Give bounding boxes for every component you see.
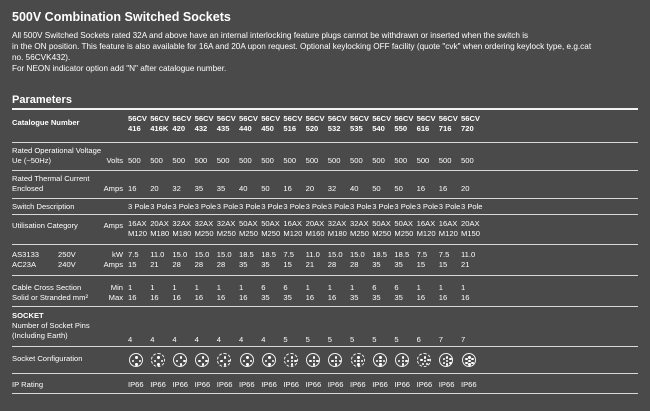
socket-pin-configuration-icon — [284, 353, 298, 367]
current-value: 35 — [194, 184, 204, 193]
util-value: 32AX — [172, 219, 191, 228]
catalogue-code: 416 — [128, 124, 141, 133]
switch-value: 3 Pole — [239, 202, 261, 211]
kw-value: 7.5 — [416, 250, 428, 259]
socket-pin-configuration-icon — [462, 353, 476, 367]
cable-max-value: 35 — [261, 293, 270, 302]
pins-value: 4 — [172, 335, 177, 344]
kw-value: 18.5 — [239, 250, 254, 259]
cable-max-value: 16 — [150, 293, 159, 302]
util-motor-value: M120 — [416, 229, 436, 238]
util-value: 16AX — [128, 219, 147, 228]
catalogue-code: 720 — [461, 124, 474, 133]
intro-line: in the ON position. This feature is also available for 16A and 20A upon request. Optional keylocking OFF facility (quote "cvk" when ordering keylock type, e.g.cat — [12, 42, 592, 51]
ip-value: IP66 — [461, 380, 477, 389]
voltage-value: 500 — [416, 156, 430, 165]
util-motor-value: M250 — [372, 229, 392, 238]
catalogue-prefix: 56CV — [350, 114, 369, 123]
kw-value: 18.5 — [372, 250, 387, 259]
voltage-value: 500 — [372, 156, 385, 165]
catalogue-prefix: 56CV — [261, 114, 281, 123]
cable-max-value: 16 — [216, 293, 226, 302]
socket-pin-configuration-icon — [151, 353, 165, 367]
util-value: 32AX — [216, 219, 236, 228]
util-motor-value: M120 — [128, 229, 147, 238]
cable-min-value: 1 — [172, 283, 177, 292]
current-value: 35 — [216, 184, 226, 193]
as-amps-value: 35 — [239, 260, 248, 269]
unit-amps: Amps — [103, 221, 123, 230]
cable-min-value: 1 — [150, 283, 155, 292]
util-motor-value: M120 — [438, 229, 458, 238]
catalogue-code: 516 — [283, 124, 297, 133]
pins-value: 6 — [416, 335, 421, 344]
label-as3133: AS3133 AC23A — [12, 250, 40, 269]
cable-min-value: 1 — [305, 283, 310, 292]
cable-min-value: 1 — [350, 283, 355, 292]
catalogue-code: 435 — [216, 124, 230, 133]
socket-pin-configuration-icon — [395, 353, 409, 367]
as-amps-value: 15 — [438, 260, 448, 269]
socket-pin-configuration-icon — [217, 353, 231, 367]
label-ip: IP Rating — [12, 380, 44, 389]
current-value: 16 — [128, 184, 137, 193]
as-amps-value: 28 — [350, 260, 359, 269]
pins-value: 7 — [461, 335, 466, 344]
kw-value: 18.5 — [261, 250, 276, 259]
pins-value: 5 — [283, 335, 288, 344]
util-motor-value: M250 — [261, 229, 281, 238]
ip-value: IP66 — [305, 380, 322, 389]
as-amps-value: 15 — [283, 260, 292, 269]
as-amps-value: 21 — [305, 260, 315, 269]
switch-value: 3 Pole — [172, 202, 194, 211]
current-value: 20 — [461, 184, 470, 193]
as-amps-value: 21 — [461, 260, 470, 269]
voltage-value: 500 — [216, 156, 230, 165]
catalogue-prefix: 56CV — [461, 114, 480, 123]
divider — [12, 275, 638, 276]
ip-value: IP66 — [416, 380, 433, 389]
socket-pin-configuration-icon — [195, 353, 209, 367]
divider — [12, 244, 638, 245]
cable-min-value: 1 — [216, 283, 222, 292]
as-amps-value: 35 — [372, 260, 381, 269]
catalogue-code: 432 — [194, 124, 208, 133]
voltage-value: 500 — [261, 156, 274, 165]
label-config: Socket Configuration — [12, 354, 83, 363]
util-value: 16AX — [283, 219, 302, 228]
pins-value: 4 — [216, 335, 222, 344]
divider — [12, 198, 638, 199]
cable-max-value: 35 — [283, 293, 292, 302]
divider — [12, 170, 638, 171]
catalogue-prefix: 56CV — [172, 114, 192, 123]
pins-value: 4 — [128, 335, 133, 344]
catalogue-prefix: 56CV — [438, 114, 458, 123]
socket-pin-configuration-icon — [439, 353, 453, 367]
util-motor-value: M250 — [216, 229, 236, 238]
cable-max-value: 16 — [305, 293, 315, 302]
as-amps-value: 35 — [261, 260, 270, 269]
catalogue-prefix: 56CV — [216, 114, 236, 123]
socket-pin-configuration-icon — [240, 353, 254, 367]
socket-pin-configuration-icon — [262, 353, 276, 367]
current-value: 50 — [261, 184, 270, 193]
socket-pin-configuration-icon — [328, 353, 342, 367]
current-value: 16 — [283, 184, 292, 193]
util-motor-value: M120 — [283, 229, 303, 238]
util-motor-value: M250 — [194, 229, 214, 238]
current-value: 40 — [350, 184, 359, 193]
divider — [12, 108, 638, 110]
catalogue-prefix: 56CV — [394, 114, 414, 123]
ip-value: IP66 — [194, 380, 211, 389]
label-switch: Switch Description — [12, 202, 75, 211]
catalogue-prefix: 56CV — [372, 114, 392, 123]
util-value: 50AX — [372, 219, 391, 228]
socket-pin-configuration-icon — [173, 353, 187, 367]
switch-value: 3 Pole — [261, 202, 283, 211]
pins-value: 5 — [350, 335, 355, 344]
util-motor-value: M250 — [394, 229, 414, 238]
catalogue-code: 540 — [372, 124, 385, 133]
util-value: 16AX — [416, 219, 436, 228]
switch-value: 3 Pole — [305, 202, 328, 211]
pins-value: 7 — [438, 335, 444, 344]
pins-value: 5 — [394, 335, 399, 344]
kw-value: 15.0 — [194, 250, 210, 259]
switch-value: 3 Pole — [416, 202, 439, 211]
label-current: Rated Thermal Current Enclosed — [12, 174, 90, 193]
socket-pin-configuration-icon — [306, 353, 320, 367]
catalogue-prefix: 56CV — [416, 114, 436, 123]
util-value: 20AX — [461, 219, 480, 228]
util-value: 32AX — [327, 219, 347, 228]
cable-max-value: 16 — [128, 293, 137, 302]
divider — [12, 306, 638, 307]
switch-value: 3 Pole — [150, 202, 172, 211]
kw-value: 11.0 — [305, 250, 320, 259]
util-motor-value: M250 — [239, 229, 258, 238]
current-value: 32 — [172, 184, 181, 193]
catalogue-prefix: 56CV — [305, 114, 325, 123]
kw-value: 7.5 — [283, 250, 294, 259]
cable-max-value: 35 — [372, 293, 381, 302]
socket-pin-configuration-icon — [129, 353, 143, 367]
ip-value: IP66 — [438, 380, 455, 389]
switch-value: 3 Pole — [372, 202, 394, 211]
switch-value: 3 Pole — [394, 202, 416, 211]
voltage-value: 500 — [172, 156, 186, 165]
kw-value: 15.0 — [216, 250, 232, 259]
util-value: 32AX — [350, 219, 369, 228]
unit-amps: Amps — [103, 184, 123, 193]
cable-min-value: 6 — [283, 283, 288, 292]
unit-min-max: Min Max — [108, 283, 123, 302]
as-amps-value: 15 — [128, 260, 137, 269]
cable-max-value: 16 — [416, 293, 426, 302]
pins-value: 4 — [194, 335, 199, 344]
catalogue-code: 716 — [438, 124, 452, 133]
divider — [12, 346, 638, 347]
page-title: 500V Combination Switched Sockets — [12, 10, 231, 24]
intro-line: For NEON indicator option add "N" after catalogue number. — [12, 64, 227, 73]
ip-value: IP66 — [283, 380, 300, 389]
pins-value: 5 — [327, 335, 333, 344]
catalogue-prefix: 56CV — [239, 114, 258, 123]
voltage-value: 500 — [350, 156, 363, 165]
as-amps-value: 15 — [416, 260, 426, 269]
util-value: 20AX — [150, 219, 169, 228]
cable-min-value: 6 — [372, 283, 377, 292]
cable-max-value: 16 — [194, 293, 204, 302]
socket-pin-configuration-icon — [373, 353, 387, 367]
ip-value: IP66 — [150, 380, 166, 389]
util-motor-value: M180 — [172, 229, 192, 238]
current-value: 20 — [305, 184, 315, 193]
util-motor-value: M180 — [150, 229, 170, 238]
cable-max-value: 16 — [461, 293, 470, 302]
cable-max-value: 16 — [239, 293, 248, 302]
intro-line: no. 56CVK432). — [12, 53, 71, 62]
catalogue-prefix: 56CV — [283, 114, 303, 123]
catalogue-code: 450 — [261, 124, 274, 133]
switch-value: 3 Pole — [461, 202, 483, 211]
current-value: 16 — [438, 184, 448, 193]
as-amps-value: 28 — [194, 260, 204, 269]
divider — [12, 142, 638, 143]
voltage-value: 500 — [438, 156, 452, 165]
voltage-value: 500 — [150, 156, 163, 165]
catalogue-prefix: 56CV — [128, 114, 147, 123]
catalogue-code: 440 — [239, 124, 252, 133]
kw-value: 15.0 — [172, 250, 188, 259]
cable-min-value: 1 — [438, 283, 444, 292]
ip-value: IP66 — [350, 380, 366, 389]
kw-value: 15.0 — [327, 250, 343, 259]
kw-value: 11.0 — [150, 250, 165, 259]
switch-value: 3 Pole — [216, 202, 239, 211]
switch-value: 3 Pole — [283, 202, 305, 211]
util-value: 32AX — [194, 219, 214, 228]
as-amps-value: 28 — [327, 260, 337, 269]
cable-max-value: 35 — [350, 293, 359, 302]
catalogue-code: 416K — [150, 124, 169, 133]
cable-max-value: 16 — [327, 293, 337, 302]
catalogue-code: 535 — [350, 124, 363, 133]
current-value: 20 — [150, 184, 159, 193]
ip-value: IP66 — [172, 380, 189, 389]
cable-min-value: 1 — [239, 283, 244, 292]
as-amps-value: 35 — [394, 260, 403, 269]
label-socket: SOCKET — [12, 311, 44, 320]
label-utilisation: Utilisation Category — [12, 221, 78, 230]
current-value: 50 — [372, 184, 381, 193]
label-cable: Cable Cross Section Solid or Stranded mm² — [12, 283, 88, 302]
catalogue-code: 550 — [394, 124, 408, 133]
ip-value: IP66 — [239, 380, 255, 389]
pins-value: 5 — [372, 335, 377, 344]
catalogue-code: 532 — [327, 124, 341, 133]
util-value: 16AX — [438, 219, 458, 228]
cable-min-value: 6 — [394, 283, 399, 292]
parameters-heading: Parameters — [12, 94, 72, 106]
cable-min-value: 1 — [461, 283, 466, 292]
voltage-value: 500 — [305, 156, 319, 165]
cable-max-value: 35 — [394, 293, 403, 302]
pins-value: 4 — [261, 335, 266, 344]
divider — [12, 214, 638, 215]
as-amps-value: 28 — [216, 260, 226, 269]
switch-value: 3 Pole — [128, 202, 150, 211]
ip-value: IP66 — [261, 380, 277, 389]
current-value: 50 — [394, 184, 403, 193]
voltage-value: 500 — [239, 156, 252, 165]
util-value: 20AX — [305, 219, 325, 228]
cable-min-value: 1 — [194, 283, 199, 292]
catalogue-code: 616 — [416, 124, 430, 133]
cable-max-value: 16 — [172, 293, 181, 302]
ip-value: IP66 — [394, 380, 411, 389]
util-motor-value: M180 — [327, 229, 347, 238]
cable-min-value: 6 — [261, 283, 266, 292]
divider — [12, 393, 638, 394]
label-catalogue: Catalogue Number — [12, 118, 80, 127]
util-value: 50AX — [261, 219, 280, 228]
label-voltage: Rated Operational Voltage Ue (~50Hz) — [12, 146, 102, 165]
ip-value: IP66 — [128, 380, 144, 389]
current-value: 32 — [327, 184, 337, 193]
unit-volts: Volts — [106, 156, 123, 165]
current-value: 16 — [416, 184, 426, 193]
current-value: 40 — [239, 184, 248, 193]
voltage-value: 500 — [194, 156, 208, 165]
kw-value: 18.5 — [394, 250, 410, 259]
util-motor-value: M160 — [305, 229, 325, 238]
unit-kw-amps: kW Amps — [103, 250, 123, 269]
ip-value: IP66 — [327, 380, 344, 389]
socket-pin-configuration-icon — [417, 353, 431, 367]
util-value: 50AX — [239, 219, 258, 228]
cable-min-value: 1 — [416, 283, 421, 292]
switch-value: 3 Pole — [350, 202, 372, 211]
kw-value: 7.5 — [128, 250, 139, 259]
voltage-value: 500 — [461, 156, 474, 165]
catalogue-code: 420 — [172, 124, 186, 133]
ip-value: IP66 — [372, 380, 388, 389]
cable-max-value: 16 — [438, 293, 448, 302]
switch-value: 3 Pole — [194, 202, 217, 211]
voltage-value: 500 — [128, 156, 141, 165]
catalogue-prefix: 56CV — [150, 114, 170, 123]
pins-value: 4 — [239, 335, 244, 344]
voltage-value: 500 — [394, 156, 408, 165]
label-as-voltage: 250V 240V — [58, 250, 76, 269]
divider — [12, 373, 638, 374]
voltage-value: 500 — [327, 156, 341, 165]
util-motor-value: M150 — [461, 229, 480, 238]
intro-line: All 500V Switched Sockets rated 32A and above have an internal interlocking feature plugs cannot be withdrawn or inserted when the switch is — [12, 31, 529, 40]
util-motor-value: M250 — [350, 229, 369, 238]
intro-text — [12, 30, 637, 74]
socket-pin-configuration-icon — [351, 353, 365, 367]
as-amps-value: 21 — [150, 260, 159, 269]
switch-value: 3 Pole — [438, 202, 461, 211]
kw-value: 11.0 — [461, 250, 476, 259]
pins-value: 5 — [305, 335, 310, 344]
cable-min-value: 1 — [327, 283, 333, 292]
cable-min-value: 1 — [128, 283, 133, 292]
switch-value: 3 Pole — [327, 202, 350, 211]
pins-value: 4 — [150, 335, 155, 344]
catalogue-code: 520 — [305, 124, 319, 133]
as-amps-value: 28 — [172, 260, 181, 269]
kw-value: 7.5 — [438, 250, 450, 259]
voltage-value: 500 — [283, 156, 297, 165]
util-value: 50AX — [394, 219, 413, 228]
kw-value: 15.0 — [350, 250, 365, 259]
ip-value: IP66 — [216, 380, 233, 389]
catalogue-prefix: 56CV — [194, 114, 214, 123]
label-pins: Number of Socket Pins (Including Earth) — [12, 321, 90, 340]
catalogue-prefix: 56CV — [327, 114, 347, 123]
